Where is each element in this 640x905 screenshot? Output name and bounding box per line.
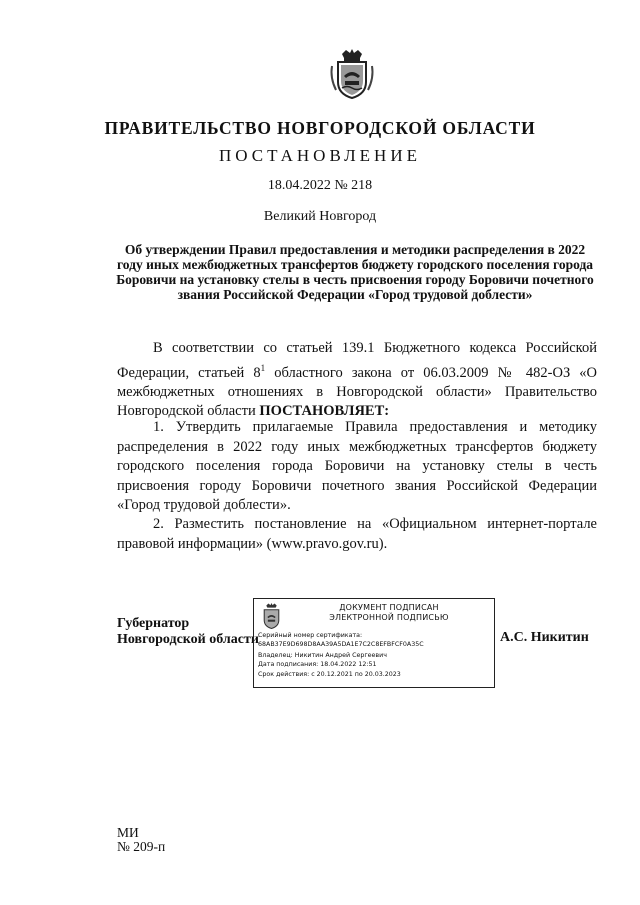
e-signature-header-line-1: ДОКУМЕНТ ПОДПИСАН	[339, 603, 439, 612]
certificate-number: 68AB37E9D698D8AA39A5DA1E7C2C8EFBFCF0A35C	[258, 641, 424, 648]
signatory-position-line-1: Губернатор	[117, 616, 190, 631]
e-signature-header	[294, 603, 484, 623]
document-city: Великий Новгород	[263, 209, 377, 224]
preamble-paragraph	[117, 339, 597, 422]
signatory-position	[117, 616, 259, 648]
preamble-decree-word: ПОСТАНОВЛЯЕТ:	[259, 403, 390, 420]
certificate-owner: Владелец: Никитин Андрей Сергеевич	[258, 652, 387, 659]
preamble-text-2: областного закона от 06.03.2009 № 482-ОЗ «О межбюджетных отношениях в Новгородской области» Правительство Новгородской области	[117, 364, 597, 420]
certificate-validity: Срок действия: с 20.12.2021 по 20.03.2023	[258, 671, 401, 678]
preamble-superscript: 1	[260, 362, 266, 373]
document-subject: Об утверждении Правил предоставления и методики распределения в 2022 году иных межбюджетных трансфертов бюджету городского поселения города Боровичи на установку стелы в честь присвоения городу Боровичи почетного звания Российской Федерации «Город трудовой доблести»	[116, 242, 594, 302]
item-1-paragraph	[117, 418, 597, 516]
item-1-text: 1. Утвердить прилагаемые Правила предоставления и методику распределения в 2022 году иных межбюджетных трансфертов бюджету городского поселения города Боровичи на установку стелы в честь присвоения городу Боровичи почетного звания Российской Федерации «Город трудовой доблести».	[117, 419, 597, 513]
document-type: ПОСТАНОВЛЕНИЕ	[218, 146, 421, 165]
signatory-name: А.С. Никитин	[500, 630, 589, 645]
signing-date: Дата подписания: 18.04.2022 12:51	[258, 661, 377, 668]
document-date-number: 18.04.2022 № 218	[267, 178, 373, 193]
preamble-text-1: В соответствии со статьей 139.1 Бюджетного кодекса Российской Федерации, статьей 8	[117, 340, 597, 381]
novgorod-coat-of-arms-icon	[328, 48, 376, 100]
government-title: ПРАВИТЕЛЬСТВО НОВГОРОДСКОЙ ОБЛАСТИ	[104, 118, 536, 138]
signatory-position-line-2: Новгородской области	[117, 632, 259, 647]
document-footer	[117, 826, 165, 854]
item-2-text: 2. Разместить постановление на «Официальном интернет-портале правовой информации» (www.pravo.gov.ru).	[117, 516, 597, 552]
item-2-paragraph	[117, 515, 597, 554]
certificate-label: Серийный номер сертификата:	[258, 632, 363, 639]
e-signature-header-line-2: ЭЛЕКТРОННОЙ ПОДПИСЬЮ	[329, 613, 449, 622]
executor-initials: МИ	[117, 825, 139, 840]
electronic-signature-stamp	[253, 598, 495, 688]
registration-number: № 209-п	[117, 839, 166, 854]
coat-of-arms-small-icon	[259, 602, 284, 630]
